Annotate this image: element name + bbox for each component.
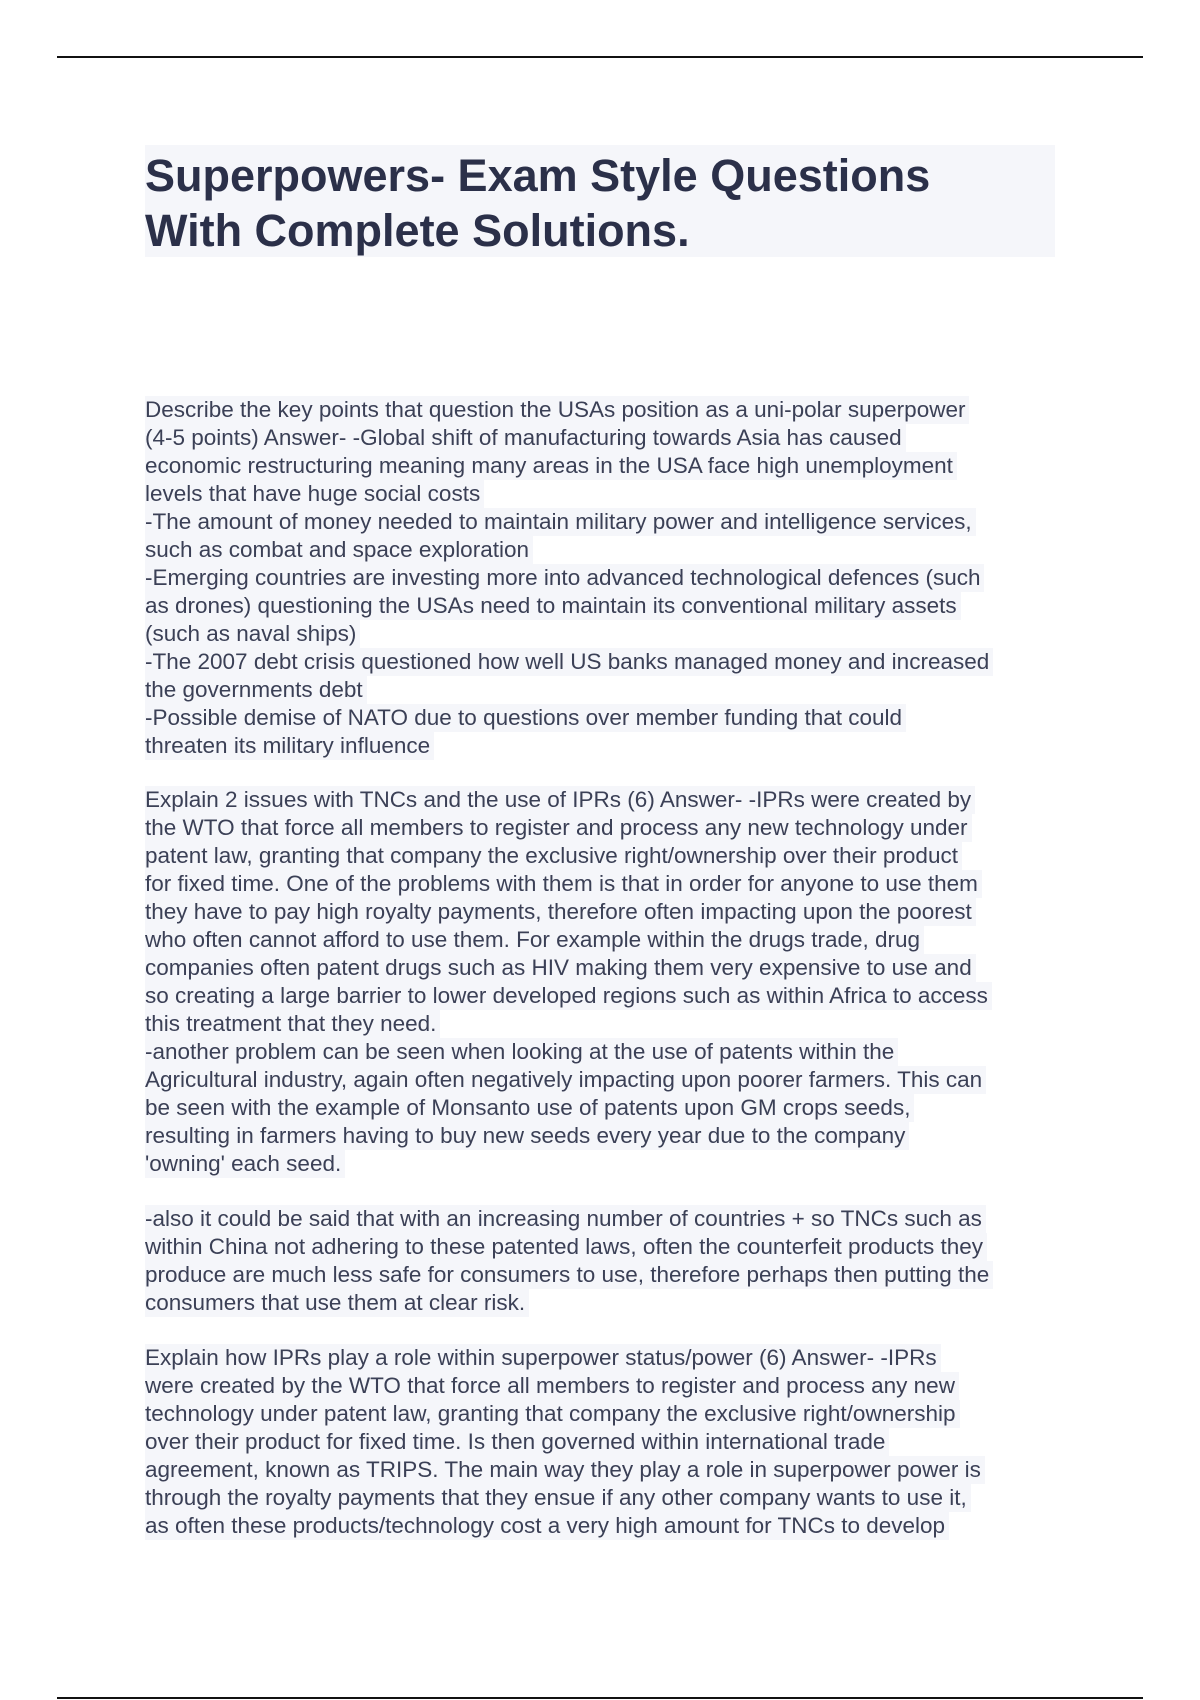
bottom-rule: [57, 1697, 1143, 1699]
paragraph-4-line: through the royalty payments that they ensue if any other company wants to use it,: [145, 1484, 971, 1512]
paragraph-4-line: as often these products/technology cost a very high amount for TNCs to develop: [145, 1512, 949, 1540]
paragraph-2-line: Explain 2 issues with TNCs and the use of IPRs (6) Answer- -IPRs were created by: [145, 786, 975, 814]
paragraph-1-line: -Possible demise of NATO due to questions over member funding that could: [145, 704, 906, 732]
paragraph-1-line: -Emerging countries are investing more into advanced technological defences (such: [145, 564, 984, 592]
paragraph-2-line: this treatment that they need.: [145, 1010, 440, 1038]
paragraph-2-line: companies often patent drugs such as HIV making them very expensive to use and: [145, 954, 976, 982]
paragraph-1-line: the governments debt: [145, 676, 367, 704]
title-line-1: Superpowers- Exam Style Questions: [145, 150, 931, 201]
paragraph-1-line: such as combat and space exploration: [145, 536, 533, 564]
paragraph-1-line: -The 2007 debt crisis questioned how well US banks managed money and increased: [145, 648, 993, 676]
paragraph-2-line: 'owning' each seed.: [145, 1150, 345, 1178]
paragraph-2-line: for fixed time. One of the problems with them is that in order for anyone to use them: [145, 870, 982, 898]
paragraph-2-line: the WTO that force all members to register and process any new technology under: [145, 814, 972, 842]
title-line-2: With Complete Solutions.: [145, 205, 690, 256]
paragraph-4-line: over their product for fixed time. Is then governed within international trade: [145, 1428, 889, 1456]
paragraph-4-line: agreement, known as TRIPS. The main way they play a role in superpower power is: [145, 1456, 985, 1484]
paragraph-2-line: be seen with the example of Monsanto use of patents upon GM crops seeds,: [145, 1094, 914, 1122]
paragraph-1-line: levels that have huge social costs: [145, 480, 484, 508]
paragraph-2-line: -another problem can be seen when looking at the use of patents within the: [145, 1038, 898, 1066]
paragraph-2-line: they have to pay high royalty payments, therefore often impacting upon the poorest: [145, 898, 976, 926]
paragraph-3-line: within China not adhering to these patented laws, often the counterfeit products they: [145, 1233, 987, 1261]
paragraph-2-line: resulting in farmers having to buy new seeds every year due to the company: [145, 1122, 909, 1150]
document-title: [145, 145, 1055, 257]
paragraph-1-line: -The amount of money needed to maintain military power and intelligence services,: [145, 508, 976, 536]
paragraph-1-line: as drones) questioning the USAs need to maintain its conventional military assets: [145, 592, 961, 620]
paragraph-4-line: were created by the WTO that force all members to register and process any new: [145, 1372, 959, 1400]
paragraph-2-line: patent law, granting that company the exclusive right/ownership over their product: [145, 842, 962, 870]
paragraph-4-line: technology under patent law, granting that company the exclusive right/ownership: [145, 1400, 960, 1428]
paragraph-1-line: Describe the key points that question the USAs position as a uni-polar superpower: [145, 396, 969, 424]
paragraph-4-line: Explain how IPRs play a role within superpower status/power (6) Answer- -IPRs: [145, 1344, 941, 1372]
top-rule: [57, 56, 1143, 58]
paragraph-3-line: -also it could be said that with an increasing number of countries + so TNCs such as: [145, 1205, 986, 1233]
paragraph-3-line: produce are much less safe for consumers to use, therefore perhaps then putting the: [145, 1261, 993, 1289]
paragraph-2-line: Agricultural industry, again often negatively impacting upon poorer farmers. This can: [145, 1066, 986, 1094]
paragraph-1-line: (such as naval ships): [145, 620, 360, 648]
paragraph-3-line: consumers that use them at clear risk.: [145, 1289, 529, 1317]
paragraph-2-line: so creating a large barrier to lower developed regions such as within Africa to access: [145, 982, 992, 1010]
paragraph-1-line: (4-5 points) Answer- -Global shift of manufacturing towards Asia has caused: [145, 424, 906, 452]
paragraph-2-line: who often cannot afford to use them. For example within the drugs trade, drug: [145, 926, 924, 954]
paragraph-1-line: threaten its military influence: [145, 732, 434, 760]
paragraph-1-line: economic restructuring meaning many areas in the USA face high unemployment: [145, 452, 957, 480]
